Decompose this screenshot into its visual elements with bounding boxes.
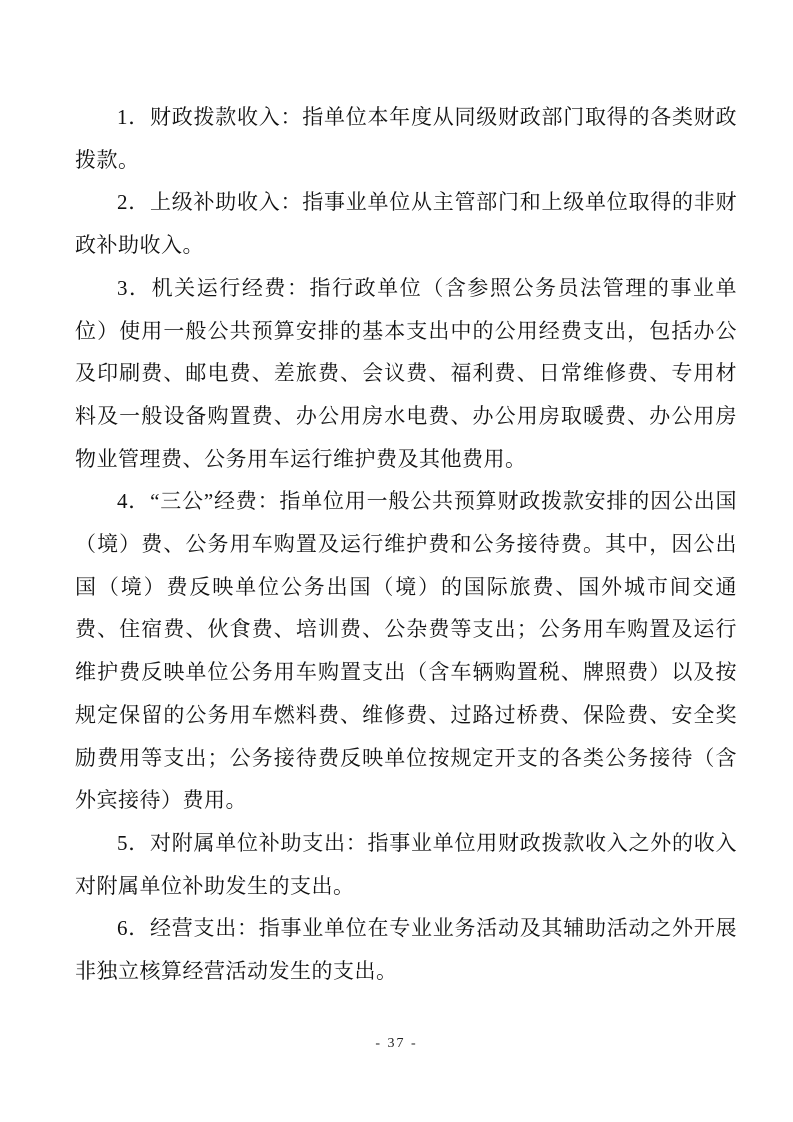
paragraph-three-public-funds: 4．“三公”经费：指单位用一般公共预算财政拨款安排的因公出国（境）费、公务用车购置及运行维护费和公务接待费。其中，因公出国（境）费反映单位公务出国（境）的国际旅费、国外城市间交通费、住宿费、伙食费、培训费、公杂费等支出；公务用车购置及运行维护费反映单位公务用车购置支出（含车辆购置税、牌照费）以及按规定保留的公务用车燃料费、维修费、过路过桥费、保险费、安全奖励费用等支出；公务接待费反映单位按规定开支的各类公务接待（含外宾接待）费用。	[75, 489, 737, 813]
page-number: - 37 -	[375, 1036, 418, 1051]
paragraph-operating-expenditure: 6．经营支出：指事业单位在专业业务活动及其辅助活动之外开展非独立核算经营活动发生的支出。	[75, 916, 737, 984]
paragraph-agency-operating-funds: 3．机关运行经费：指行政单位（含参照公务员法管理的事业单位）使用一般公共预算安排的基本支出中的公用经费支出，包括办公及印刷费、邮电费、差旅费、会议费、福利费、日常维修费、专用材料及一般设备购置费、办公用房水电费、办公用房取暖费、办公用房物业管理费、公务用车运行维护费及其他费用。	[75, 275, 737, 471]
paragraph-fiscal-appropriation-income: 1．财政拨款收入：指单位本年度从同级财政部门取得的各类财政拨款。	[75, 105, 737, 172]
document-body	[75, 96, 737, 993]
paragraph-subsidy-to-affiliated-units: 5．对附属单位补助支出：指事业单位用财政拨款收入之外的收入对附属单位补助发生的支出。	[75, 830, 737, 898]
paragraph-superior-subsidy-income: 2．上级补助收入：指事业单位从主管部门和上级单位取得的非财政补助收入。	[75, 190, 737, 258]
